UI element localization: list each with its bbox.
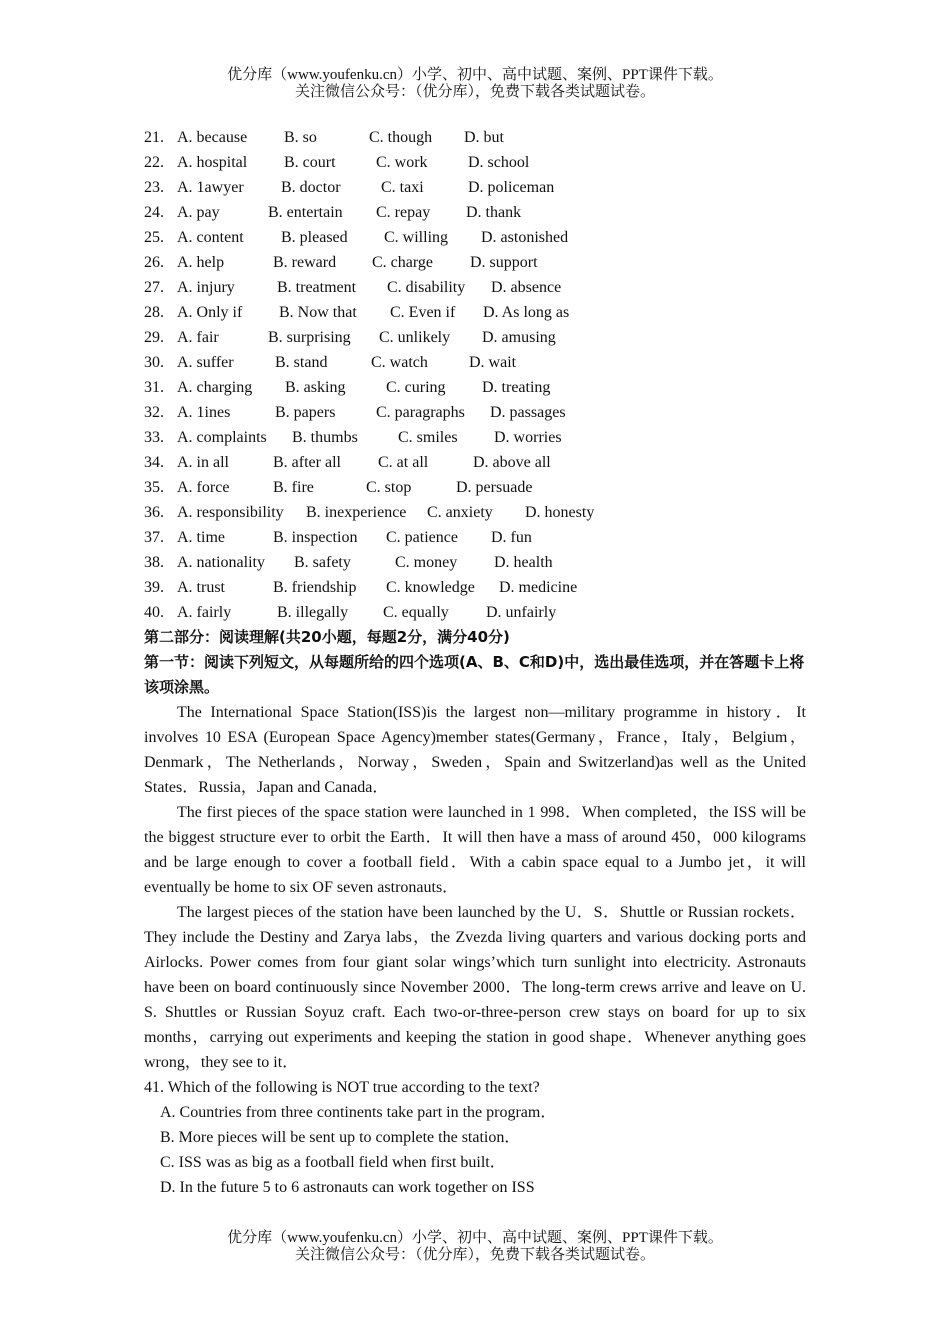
question-number: 36. xyxy=(144,504,164,521)
option-c: C. watch xyxy=(371,354,428,371)
option-c: C. at all xyxy=(378,454,429,471)
cloze-row-38 xyxy=(144,550,806,575)
option-c: C. stop xyxy=(366,479,412,496)
question-number: 23. xyxy=(144,179,164,196)
option-c: C. smiles xyxy=(398,429,458,446)
option-a: A. nationality xyxy=(177,554,265,571)
option-b: B. safety xyxy=(294,554,351,571)
question-41-option-b: B. More pieces will be sent up to complete the station． xyxy=(160,1129,521,1146)
cloze-row-35 xyxy=(144,475,806,500)
option-a: A. force xyxy=(177,479,230,496)
question-number: 39. xyxy=(144,579,164,596)
question-number: 30. xyxy=(144,354,164,371)
option-d: D. unfairly xyxy=(486,604,557,621)
option-d: D. passages xyxy=(490,404,566,421)
option-a: A. fair xyxy=(177,329,219,346)
question-41-option-c: C. ISS was as big as a football field when first built． xyxy=(160,1154,506,1171)
option-c: C. unlikely xyxy=(379,329,451,346)
option-b: B. thumbs xyxy=(292,429,358,446)
passage-paragraph-3: The largest pieces of the station have been launched by the U．S．Shuttle or Russian rockets．They include the Destiny and Zarya labs，the Zvezda living quarters and various docking ports and Airlocks. Power comes from four giant solar wings’which turn sunlight into electricity. Astronauts have been on board continuously since November 2000．The long-term crews arrive and leave on U. S. Shuttles or Russian Soyuz craft. Each two-or-three-person crew stays on board for up to six months，carrying out experiments and keeping the station in good shape．Whenever anything goes wrong，they see to it． xyxy=(144,904,806,1071)
cloze-row-39 xyxy=(144,575,806,600)
option-a: A. Only if xyxy=(177,304,243,321)
cloze-row-31 xyxy=(144,375,806,400)
option-a: A. complaints xyxy=(177,429,267,446)
option-a: A. fairly xyxy=(177,604,232,621)
option-b: B. friendship xyxy=(273,579,357,596)
option-c: C. disability xyxy=(387,279,466,296)
section1-title: 第一节：阅读下列短文，从每题所给的四个选项(A、B、C和D)中，选出最佳选项，并在答题卡上将该项涂黑。 xyxy=(144,653,805,696)
page-header xyxy=(0,67,950,101)
cloze-row-21 xyxy=(144,125,806,150)
question-number: 37. xyxy=(144,529,164,546)
header-line-1: 优分库（www.youfenku.cn）小学、初中、高中试题、案例、PPT课件下载。 xyxy=(227,67,723,83)
option-a: A. help xyxy=(177,254,225,271)
option-b: B. fire xyxy=(273,479,314,496)
option-a: A. time xyxy=(177,529,225,546)
option-d: D. school xyxy=(468,154,530,171)
passage-paragraph-2: The first pieces of the space station were launched in 1 998．When completed，the ISS will be the biggest structure ever to orbit the Earth．It will then have a mass of around 450，000 kilograms and be large enough to cover a football field．With a cabin space equal to a Jumbo jet，it will eventually be home to six OF seven astronauts． xyxy=(144,804,806,896)
option-d: D. policeman xyxy=(468,179,555,196)
option-c: C. equally xyxy=(383,604,449,621)
cloze-row-23 xyxy=(144,175,806,200)
option-a: A. charging xyxy=(177,379,253,396)
option-d: D. above all xyxy=(473,454,551,471)
option-b: B. entertain xyxy=(268,204,343,221)
option-b: B. illegally xyxy=(277,604,349,621)
option-a: A. pay xyxy=(177,204,220,221)
option-d: D. wait xyxy=(469,354,517,371)
option-d: D. but xyxy=(464,129,504,146)
part2-title: 第二部分：阅读理解(共20小题，每题2分，满分40分) xyxy=(144,628,510,646)
option-b: B. pleased xyxy=(281,229,348,246)
option-d: D. worries xyxy=(494,429,562,446)
option-a: A. in all xyxy=(177,454,229,471)
option-a: A. because xyxy=(177,129,248,146)
option-c: C. work xyxy=(376,154,428,171)
option-d: D. fun xyxy=(491,529,532,546)
question-number: 22. xyxy=(144,154,164,171)
header-line-2: 关注微信公众号：（优分库），免费下载各类试题试卷。 xyxy=(294,84,655,100)
cloze-row-40 xyxy=(144,600,806,625)
cloze-row-27 xyxy=(144,275,806,300)
cloze-options-list xyxy=(144,125,806,625)
cloze-row-22 xyxy=(144,150,806,175)
footer-line-2: 关注微信公众号：（优分库），免费下载各类试题试卷。 xyxy=(294,1247,655,1263)
option-a: A. hospital xyxy=(177,154,248,171)
option-d: D. amusing xyxy=(482,329,556,346)
option-b: B. inspection xyxy=(273,529,358,546)
option-c: C. though xyxy=(369,129,433,146)
question-number: 27. xyxy=(144,279,164,296)
page-content xyxy=(144,125,806,1200)
option-a: A. 1awyer xyxy=(177,179,244,196)
question-number: 35. xyxy=(144,479,164,496)
option-b: B. treatment xyxy=(277,279,357,296)
question-number: 25. xyxy=(144,229,164,246)
option-a: A. injury xyxy=(177,279,235,296)
option-c: C. money xyxy=(395,554,458,571)
option-d: D. absence xyxy=(491,279,562,296)
question-41-option-a: A. Countries from three continents take part in the program． xyxy=(160,1104,557,1121)
option-d: D. As long as xyxy=(483,304,570,321)
option-b: B. after all xyxy=(273,454,341,471)
cloze-row-36 xyxy=(144,500,806,525)
cloze-row-33 xyxy=(144,425,806,450)
option-c: C. charge xyxy=(372,254,434,271)
option-a: A. 1ines xyxy=(177,404,231,421)
cloze-row-24 xyxy=(144,200,806,225)
option-d: D. thank xyxy=(466,204,522,221)
question-number: 40. xyxy=(144,604,164,621)
option-b: B. inexperience xyxy=(306,504,407,521)
option-c: C. willing xyxy=(384,229,449,246)
option-b: B. surprising xyxy=(268,329,351,346)
option-b: B. stand xyxy=(275,354,328,371)
option-d: D. honesty xyxy=(525,504,595,521)
question-number: 38. xyxy=(144,554,164,571)
passage-paragraph-1: The International Space Station(ISS)is the largest non—military programme in history．It involves 10 ESA (European Space Agency)member states(Germany，France，Italy，Belgium，Denmark，The Netherlands，Norway，Sweden，Spain and Switzerland)as well as the United States．Russia，Japan and Canada． xyxy=(144,704,806,796)
option-a: A. suffer xyxy=(177,354,234,371)
option-b: B. doctor xyxy=(281,179,341,196)
option-b: B. asking xyxy=(285,379,346,396)
question-number: 29. xyxy=(144,329,164,346)
option-a: A. content xyxy=(177,229,244,246)
question-41-option-d: D. In the future 5 to 6 astronauts can work together on ISS xyxy=(160,1179,535,1196)
option-d: D. support xyxy=(470,254,538,271)
option-b: B. Now that xyxy=(279,304,357,321)
cloze-row-28 xyxy=(144,300,806,325)
cloze-row-25 xyxy=(144,225,806,250)
question-number: 24. xyxy=(144,204,164,221)
option-a: A. responsibility xyxy=(177,504,284,521)
cloze-row-37 xyxy=(144,525,806,550)
option-b: B. reward xyxy=(273,254,337,271)
question-41-stem: 41. Which of the following is NOT true according to the text? xyxy=(144,1079,540,1096)
question-number: 34. xyxy=(144,454,164,471)
question-number: 26. xyxy=(144,254,164,271)
question-number: 28. xyxy=(144,304,164,321)
question-number: 32. xyxy=(144,404,164,421)
question-number: 21. xyxy=(144,129,164,146)
option-c: C. Even if xyxy=(390,304,456,321)
page-footer xyxy=(0,1230,950,1264)
cloze-row-32 xyxy=(144,400,806,425)
option-d: D. medicine xyxy=(499,579,578,596)
option-d: D. persuade xyxy=(456,479,533,496)
cloze-row-30 xyxy=(144,350,806,375)
option-d: D. health xyxy=(494,554,553,571)
option-c: C. knowledge xyxy=(386,579,475,596)
option-d: D. astonished xyxy=(481,229,569,246)
option-c: C. taxi xyxy=(381,179,424,196)
option-c: C. curing xyxy=(386,379,446,396)
cloze-row-26 xyxy=(144,250,806,275)
option-c: C. repay xyxy=(376,204,431,221)
option-b: B. court xyxy=(284,154,336,171)
question-number: 31. xyxy=(144,379,164,396)
option-c: C. anxiety xyxy=(427,504,493,521)
cloze-row-34 xyxy=(144,450,806,475)
option-c: C. paragraphs xyxy=(376,404,465,421)
footer-line-1: 优分库（www.youfenku.cn）小学、初中、高中试题、案例、PPT课件下载。 xyxy=(227,1230,723,1246)
option-a: A. trust xyxy=(177,579,225,596)
question-number: 33. xyxy=(144,429,164,446)
option-b: B. papers xyxy=(275,404,336,421)
cloze-row-29 xyxy=(144,325,806,350)
option-c: C. patience xyxy=(386,529,458,546)
option-d: D. treating xyxy=(482,379,551,396)
option-b: B. so xyxy=(284,129,317,146)
